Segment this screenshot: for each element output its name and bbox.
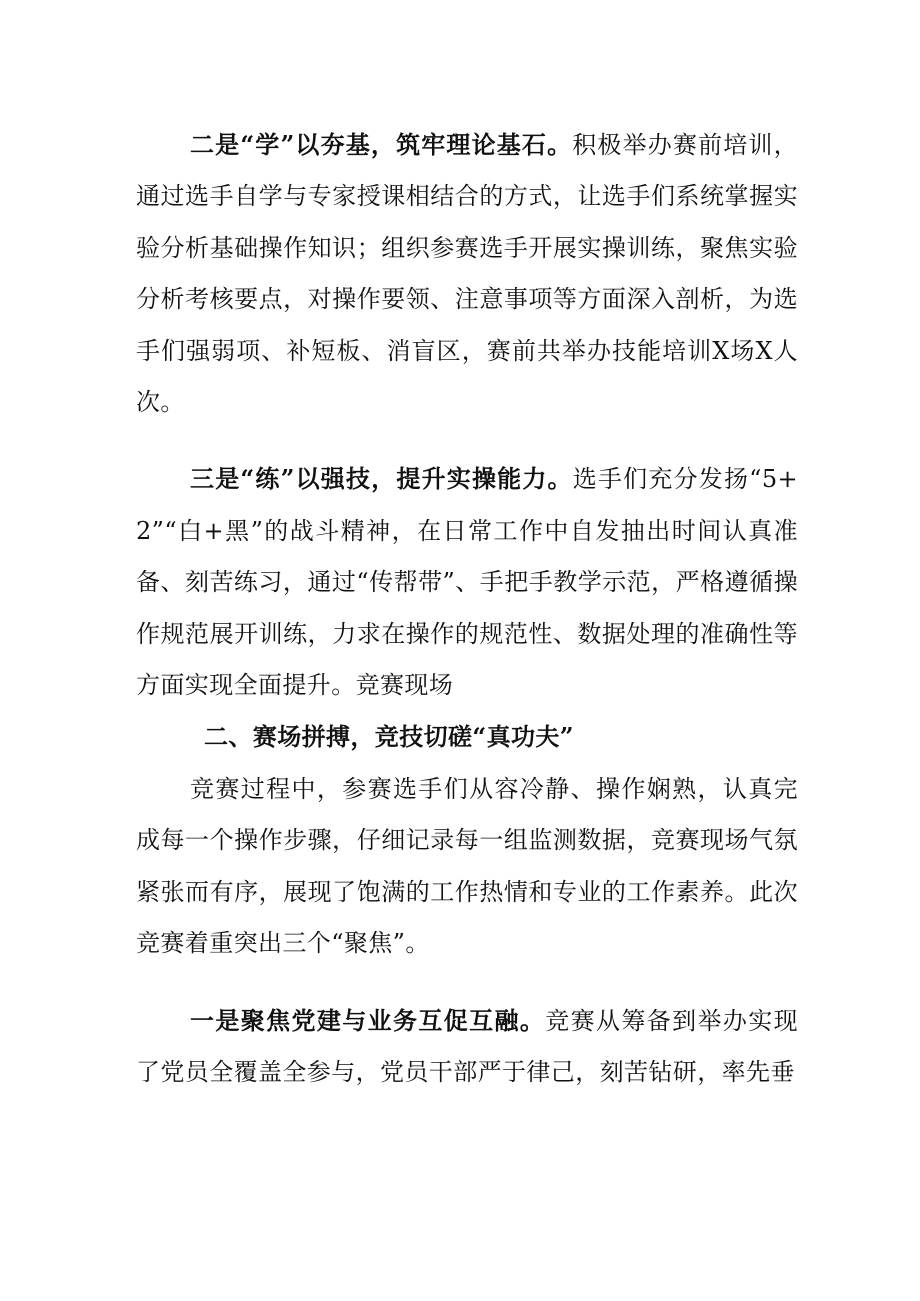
paragraph-body: 积极举办赛前培训，通过选手自学与专家授课相结合的方式，让选手们系统掌握实验分析基础操作知识；组织参赛选手开展实操训练，聚焦实验分析考核要点，对操作要领、注意事项等方面深入剖析，为选手们强弱项、补短板、消盲区，赛前共举办技能培训X场X人次。 — [136, 131, 798, 417]
paragraph-body: 选手们充分发扬“5+2”“白+黑”的战斗精神，在日常工作中自发抽出时间认真准备、刻苦练习，通过“传帮带”、手把手教学示范，严格遵循操作规范展开训练，力求在操作的规范性、数据处理的准确性等方面实现全面提升。竞赛现场 — [136, 465, 798, 700]
paragraph-lead: 一是聚焦党建与业务互促互融。 — [190, 1005, 546, 1035]
section-heading: 二、赛场拼搏，竞技切磋“真功夫” — [204, 722, 575, 752]
paragraph-focus-party — [136, 995, 798, 1099]
paragraph-body: 竞赛从筹备到举办实现了党员全覆盖全参与，党员干部严于律己，刻苦钻研，率先垂 — [136, 1006, 798, 1086]
paragraph-competition-process — [136, 763, 798, 970]
document-page — [136, 119, 798, 1098]
paragraph-study — [136, 119, 798, 428]
paragraph-spacer — [136, 970, 798, 995]
paragraph-practice — [136, 453, 798, 711]
paragraph-lead: 二是“学”以夯基，筑牢理论基石。 — [190, 130, 573, 159]
paragraph-lead: 三是“练”以强技，提升实操能力。 — [190, 464, 573, 494]
paragraph-spacer — [136, 428, 798, 453]
paragraph-body: 竞赛过程中，参赛选手们从容冷静、操作娴熟，认真完成每一个操作步骤，仔细记录每一组监测数据，竞赛现场气氛紧张而有序，展现了饱满的工作热情和专业的工作素养。此次竞赛着重突出三个“聚焦”。 — [136, 774, 798, 958]
